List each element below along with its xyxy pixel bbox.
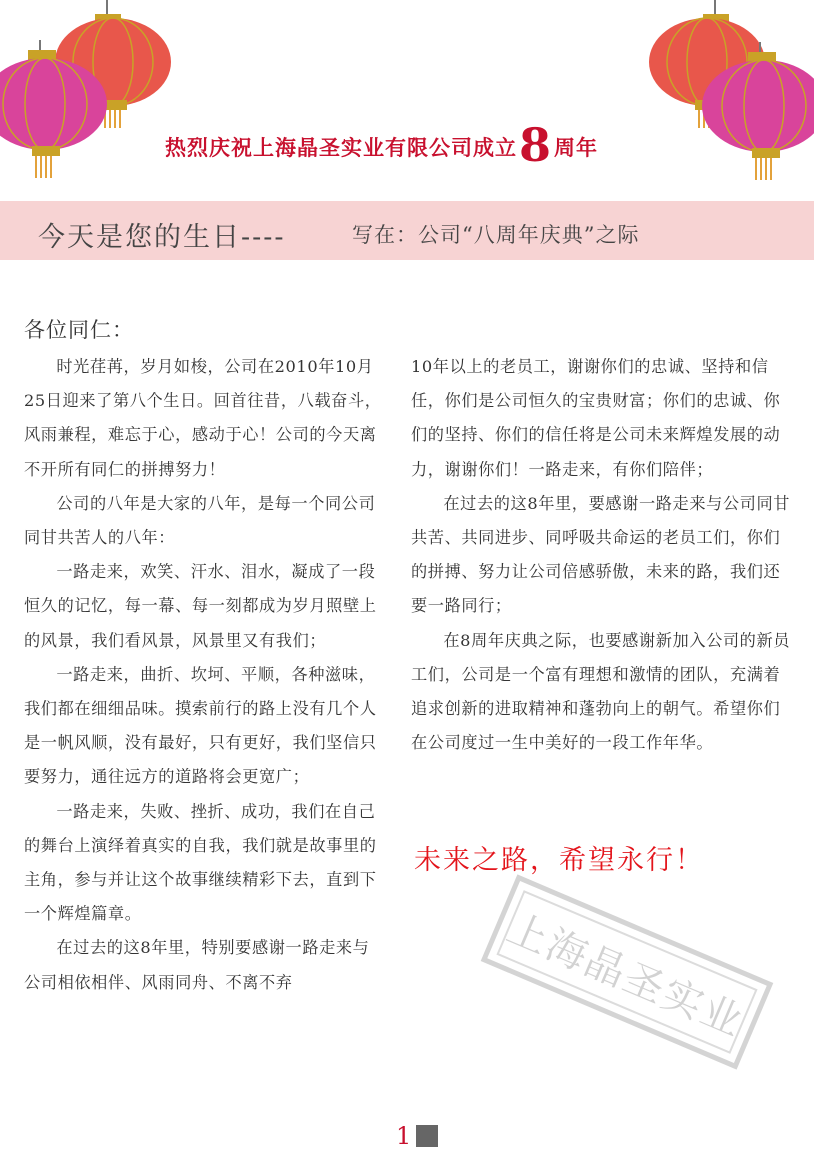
page-title: 今天是您的生日---- xyxy=(38,222,286,253)
paragraph: 一路走来，欢笑、汗水、泪水，凝成了一段恒久的记忆，每一幕、每一刻都成为岁月照壁上的风景，我们看风景，风景里又有我们； xyxy=(24,562,377,650)
anniversary-banner xyxy=(165,118,665,172)
paragraph: 在过去的这8年里，特别要感谢一路走来与公司相依相伴、风雨同舟、不离不弃 xyxy=(24,938,370,992)
title-bar xyxy=(0,201,814,260)
paragraph-continuation: 10年以上的老员工，谢谢你们的忠诚、坚持和信任，你们是公司恒久的宝贵财富；你们的忠诚、你们的坚持、你们的信任将是公司未来辉煌发展的动力，谢谢你们！一路走来，有你们陪伴； xyxy=(411,357,781,479)
stamp-text: 上海晶圣实业 xyxy=(496,890,757,1054)
paragraph: 在过去的这8年里，要感谢一路走来与公司同甘共苦、共同进步、同呼吸共命运的老员工们，你们的拼搏、努力让公司倍感骄傲，未来的路，我们还要一路同行； xyxy=(411,493,791,616)
greeting: 各位同仁： xyxy=(24,318,134,342)
banner-number: 8 xyxy=(519,118,553,172)
left-column xyxy=(24,350,382,1000)
page-marker-square-icon xyxy=(416,1125,438,1147)
page-subtitle: 写在：公司“八周年庆典”之际 xyxy=(352,223,640,247)
company-stamp xyxy=(481,874,774,1069)
paragraph: 一路走来，曲折、坎坷、平顺，各种滋味，我们都在细细品味。摸索前行的路上没有几个人是一帆风顺，没有最好，只有更好，我们坚信只要努力，通往远方的道路将会更宽广； xyxy=(24,664,377,787)
banner-text-before: 热烈庆祝上海晶圣实业有限公司成立 xyxy=(165,135,517,160)
lantern-left-front-icon xyxy=(0,40,120,180)
paragraph: 公司的八年是大家的八年，是每一个同公司同甘共苦人的八年： xyxy=(24,493,376,548)
banner-text-after: 周年 xyxy=(554,135,599,160)
paragraph: 一路走来，失败、挫折、成功，我们在自己的舞台上演绎着真实的自我，我们就是故事里的主角，参与并让这个故事继续精彩下去，直到下一个辉煌篇章。 xyxy=(24,801,377,924)
paragraph: 在8周年庆典之际，也要感谢新加入公司的新员工们，公司是一个富有理想和激情的团队，充满着追求创新的进取精神和蓬勃向上的朝气。希望你们在公司度过一生中美好的一段工作年华。 xyxy=(411,630,791,753)
page-number: 1 xyxy=(396,1122,412,1150)
lantern-right-front-icon xyxy=(698,42,814,182)
right-column xyxy=(411,350,791,760)
paragraph: 时光荏苒，岁月如梭，公司在2010年10月25日迎来了第八个生日。回首往昔，八载奋斗，风雨兼程，难忘于心，感动于心！公司的今天离不开所有同仁的拼搏努力！ xyxy=(24,357,382,479)
slogan: 未来之路，希望永行！ xyxy=(414,845,704,876)
